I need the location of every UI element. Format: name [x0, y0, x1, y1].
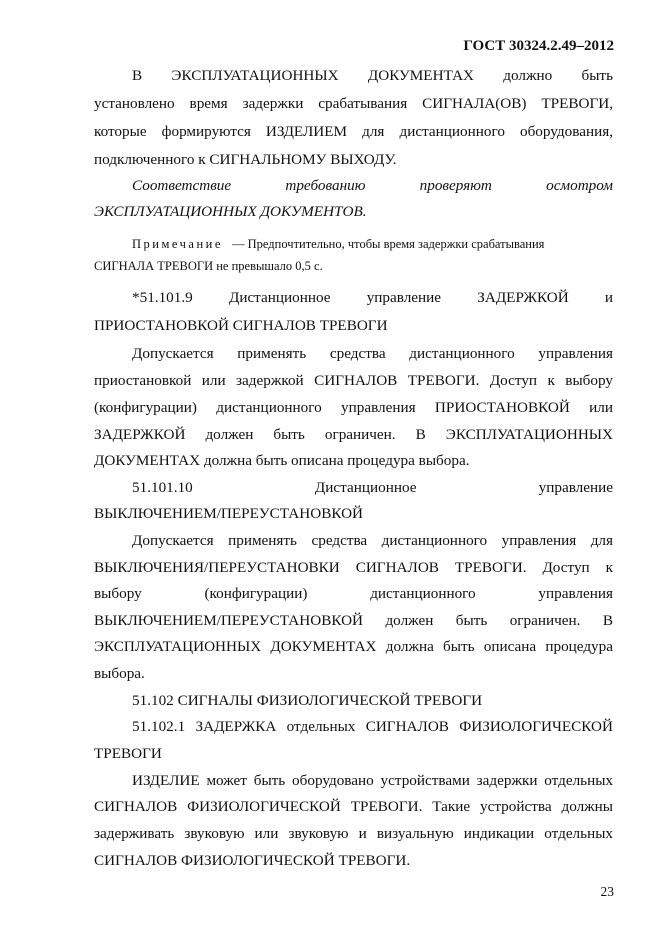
- text-line: которые формируются ИЗДЕЛИЕМ для дистанционного оборудования,: [94, 123, 613, 140]
- text-line: В ЭКСПЛУАТАЦИОННЫХ ДОКУМЕНТАХ должно быть: [132, 67, 613, 84]
- section-heading: ВЫКЛЮЧЕНИЕМ/ПЕРЕУСТАНОВКОЙ: [94, 505, 364, 522]
- compliance-text: ЭКСПЛУАТАЦИОННЫХ ДОКУМЕНТОВ.: [94, 203, 367, 220]
- text-line: СИГНАЛОВ ФИЗИОЛОГИЧЕСКОЙ ТРЕВОГИ. Такие устройства должны: [94, 798, 613, 815]
- section-heading: ПРИОСТАНОВКОЙ СИГНАЛОВ ТРЕВОГИ: [94, 317, 388, 334]
- page-number: 23: [600, 884, 614, 899]
- section-heading: *51.101.9 Дистанционное управление ЗАДЕРЖКОЙ и: [132, 289, 613, 306]
- text-line: (конфигурации) дистанционного управления ПРИОСТАНОВКОЙ или: [94, 399, 613, 416]
- document-header: ГОСТ 30324.2.49–2012: [463, 38, 614, 54]
- note-first-line: [132, 235, 613, 253]
- note-text: СИГНАЛА ТРЕВОГИ не превышало 0,5 с.: [94, 259, 323, 273]
- text-line: ДОКУМЕНТАХ должна быть описана процедура выбора.: [94, 452, 470, 469]
- text-line: ЭКСПЛУАТАЦИОННЫХ ДОКУМЕНТАХ должна быть описана процедура: [94, 638, 613, 655]
- note-text: — Предпочтительно, чтобы время задержки срабатывания: [232, 237, 545, 251]
- text-line: ВЫКЛЮЧЕНИЯ/ПЕРЕУСТАНОВКИ СИГНАЛОВ ТРЕВОГИ. Доступ к: [94, 559, 613, 576]
- section-heading: 51.102.1 ЗАДЕРЖКА отдельных СИГНАЛОВ ФИЗИОЛОГИЧЕСКОЙ: [132, 718, 613, 735]
- section-heading: ТРЕВОГИ: [94, 745, 162, 762]
- text-line: ВЫКЛЮЧЕНИЕМ/ПЕРЕУСТАНОВКОЙ должен быть ограничен. В: [94, 612, 613, 629]
- text-line: приостановкой или задержкой СИГНАЛОВ ТРЕВОГИ. Доступ к выбору: [94, 372, 613, 389]
- section-heading: 51.101.10 Дистанционное управление: [132, 479, 613, 496]
- note-label: Примечание: [132, 237, 223, 251]
- text-line: установлено время задержки срабатывания СИГНАЛА(ОВ) ТРЕВОГИ,: [94, 95, 613, 112]
- text-line: задерживать звуковую или звуковую и визуальную индикации отдельных: [94, 825, 613, 842]
- text-line: Допускается применять средства дистанционного управления для: [132, 532, 613, 549]
- text-line: СИГНАЛОВ ФИЗИОЛОГИЧЕСКОЙ ТРЕВОГИ.: [94, 852, 411, 869]
- text-line: Допускается применять средства дистанционного управления: [132, 345, 613, 362]
- text-line: подключенного к СИГНАЛЬНОМУ ВЫХОДУ.: [94, 151, 397, 168]
- compliance-text: Соответствие требованию проверяют осмотром: [132, 177, 613, 194]
- text-line: выбору (конфигурации) дистанционного управления: [94, 585, 613, 602]
- text-line: выбора.: [94, 665, 145, 682]
- section-heading: 51.102 СИГНАЛЫ ФИЗИОЛОГИЧЕСКОЙ ТРЕВОГИ: [132, 692, 483, 709]
- text-line: ИЗДЕЛИЕ может быть оборудовано устройствами задержки отдельных: [132, 772, 613, 789]
- text-line: ЗАДЕРЖКОЙ должен быть ограничен. В ЭКСПЛУАТАЦИОННЫХ: [94, 426, 613, 443]
